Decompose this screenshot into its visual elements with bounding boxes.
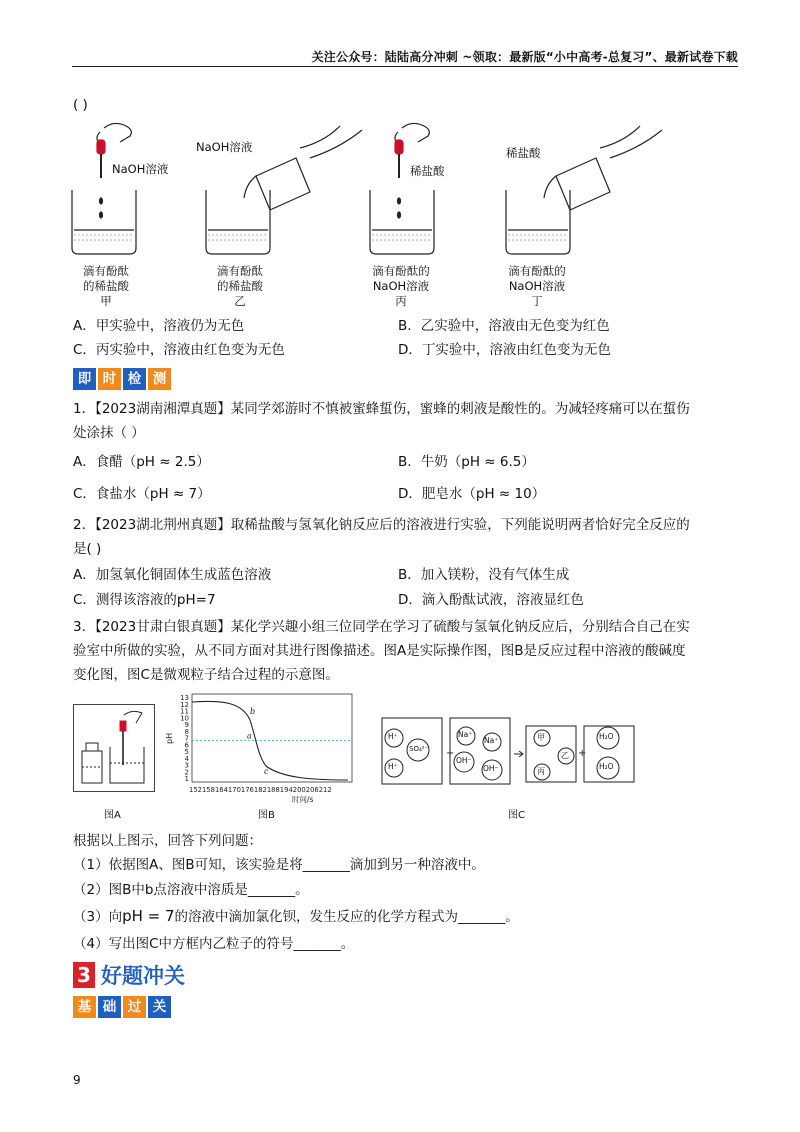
q3-sub1: （1）依据图A、图B可知，该实验是将_______滴加到另一种溶液中。 xyxy=(73,857,485,873)
figure-c-drawing xyxy=(380,716,720,790)
q3-intro: 根据以上图示，回答下列问题： xyxy=(73,833,262,849)
reagent-label-ding: 稀盐酸 xyxy=(506,146,541,160)
molecule-h2o-1: H₂O xyxy=(599,732,614,741)
svg-text:+: + xyxy=(578,748,587,759)
question-stem: ( ) xyxy=(73,97,88,113)
q3-stem-line2: 验室中所做的实验，从不同方面对其进行图像描述。图A是实际操作图，图B是反应过程中溶液的酸碱度 xyxy=(73,643,686,659)
ion-so4: SO₄²⁻ xyxy=(409,745,429,753)
figure-c xyxy=(380,716,720,790)
particle-jia: 甲 xyxy=(537,733,545,742)
q2-stem-line1: 2．【2023湖北荆州真题】取稀盐酸与氢氧化钠反应后的溶液进行实验，下列能说明两者恰好完全反应的 xyxy=(73,517,690,533)
option-d: D．丁实验中，溶液由红色变为无色 xyxy=(398,342,611,358)
y-tick-label: 9 xyxy=(184,721,189,730)
molecule-h2o-2: H₂O xyxy=(599,762,614,771)
q3-sub3: （3）向pH = 7的溶液中滴加氯化钡，发生反应的化学方程式为_______。 xyxy=(73,907,519,925)
pouring-ding xyxy=(544,126,662,210)
point-b-label: b xyxy=(250,707,256,716)
option-c: C．丙实验中，溶液由红色变为无色 xyxy=(73,342,285,358)
y-tick-label: 3 xyxy=(184,761,189,770)
q3-sub2: （2）图B中b点溶液中溶质是_______。 xyxy=(73,882,309,898)
q2-stem-line2: 是( ) xyxy=(73,541,102,557)
option-b: B．乙实验中，溶液由无色变为红色 xyxy=(398,318,610,334)
x-axis-label: 时间/s xyxy=(292,795,314,804)
reagent-label-jia: NaOH溶液 xyxy=(112,162,169,176)
y-tick-label: 13 xyxy=(180,694,189,702)
x-tick-labels: 152158164170176182188194200206212 xyxy=(189,786,332,794)
reagent-label-yi: NaOH溶液 xyxy=(196,140,253,154)
q3-stem-line1: 3．【2023甘肃白银真题】某化学兴趣小组三位同学在学习了硫酸与氢氧化钠反应后，分别结合自己在实 xyxy=(73,619,690,635)
option-a: A．甲实验中，溶液仍为无色 xyxy=(73,318,245,334)
y-tick-label: 2 xyxy=(184,768,189,777)
svg-text:+: + xyxy=(446,748,455,759)
figure-b-caption: 图B xyxy=(258,810,275,821)
q2-option-c: C．测得该溶液的pH=7 xyxy=(73,592,216,608)
q1-option-b: B．牛奶（pH ≈ 6.5） xyxy=(398,454,535,470)
reagent-label-bing: 稀盐酸 xyxy=(410,164,445,178)
header-divider xyxy=(72,66,738,67)
section-number: 3 xyxy=(73,962,95,988)
q1-stem-line1: 1．【2023湖南湘潭真题】某同学郊游时不慎被蜜蜂蜇伤，蜜蜂的刺液是酸性的。为减轻疼痛可以在蜇伤 xyxy=(73,401,690,417)
y-tick-label: 8 xyxy=(184,727,189,736)
figure-a xyxy=(73,704,155,792)
section-badge-practice: 即 时 检 测 xyxy=(73,368,171,390)
y-tick-label: 11 xyxy=(180,707,189,716)
beaker-caption-ding: 滴有酚酞的 NaOH溶液 丁 xyxy=(508,264,566,308)
beaker-caption-jia: 滴有酚酞 的稀盐酸 甲 xyxy=(83,264,129,308)
particle-bing: 丙 xyxy=(537,767,545,776)
y-tick-label: 7 xyxy=(184,734,189,743)
experiment-figures xyxy=(60,118,700,318)
section-title: 好题冲关 xyxy=(101,964,185,988)
figure-a-drawing xyxy=(74,705,154,791)
ph-curve-svg xyxy=(166,690,366,810)
pouring-yi xyxy=(244,126,362,210)
section-badge-basics: 基 础 过 关 xyxy=(73,996,171,1018)
figure-a-caption: 图A xyxy=(104,810,121,821)
beaker-caption-bing: 滴有酚酞的 NaOH溶液 丙 xyxy=(372,264,430,308)
y-tick-label: 5 xyxy=(184,748,189,757)
y-tick-label: 6 xyxy=(184,741,189,750)
ion-h-1: H⁺ xyxy=(388,732,398,741)
point-c-label: c xyxy=(264,767,269,776)
ion-na-1: Na⁺ xyxy=(458,730,473,739)
q1-option-c: C．食盐水（pH ≈ 7） xyxy=(73,486,211,502)
figure-c-caption: 图C xyxy=(508,810,525,821)
point-a-label: a xyxy=(247,731,252,741)
page-number: 9 xyxy=(73,1073,81,1087)
ion-oh-2: OH⁻ xyxy=(483,764,499,773)
q1-stem-line2: 处涂抹（ ） xyxy=(73,425,145,441)
q1-option-d: D．肥皂水（pH ≈ 10） xyxy=(398,486,546,502)
y-tick-label: 4 xyxy=(184,754,189,763)
ion-oh-1: OH⁻ xyxy=(456,756,472,765)
beaker-caption-yi: 滴有酚酞 的稀盐酸 乙 xyxy=(217,264,263,308)
y-tick-label: 12 xyxy=(180,700,189,709)
page-header: 关注公众号：陆陆高分冲刺 ~领取：最新版“小中高考-总复习”、最新试卷下载 xyxy=(311,50,738,64)
ion-na-2: Na⁺ xyxy=(484,736,499,745)
particle-yi: 乙 xyxy=(561,751,569,760)
q3-sub4: （4）写出图C中方框内乙粒子的符号_______。 xyxy=(73,936,355,952)
y-axis-label: pH xyxy=(165,732,174,744)
section-heading-3 xyxy=(73,960,185,990)
q3-stem-line3: 变化图，图C是微观粒子结合过程的示意图。 xyxy=(73,667,339,683)
plot-frame xyxy=(192,694,352,782)
q1-option-a: A．食醋（pH ≈ 2.5） xyxy=(73,454,210,470)
y-tick-label: 10 xyxy=(180,714,189,723)
ion-h-2: H⁺ xyxy=(388,762,398,771)
figure-b-chart xyxy=(166,690,366,810)
q2-option-b: B．加入镁粉，没有气体生成 xyxy=(398,567,570,583)
q2-option-d: D．滴入酚酞试液，溶液显红色 xyxy=(398,592,584,608)
y-tick-label: 1 xyxy=(184,775,189,784)
q2-option-a: A．加氢氧化铜固体生成蓝色溶液 xyxy=(73,567,272,583)
